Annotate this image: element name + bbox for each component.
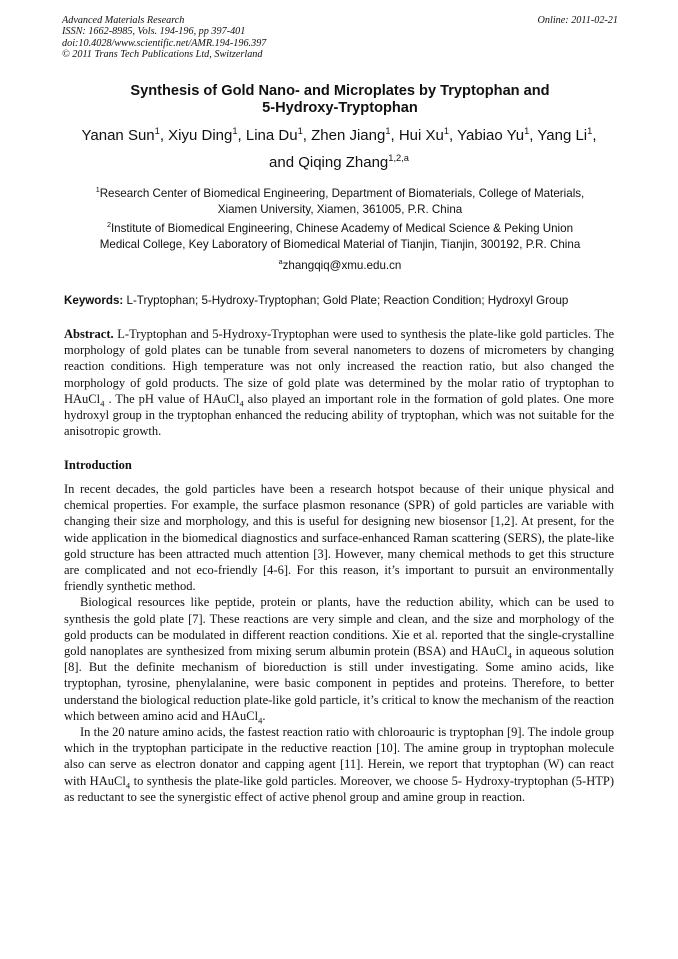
author-8: and Qiqing Zhang$^{1,2,a}$ [269, 153, 409, 171]
corresponding-email: $^a$zhangqiq@xmu.edu.cn [278, 257, 402, 272]
intro-paragraph-1: In recent decades, the gold particles have been a research hotspot because of their unique physical and chemical properties. For example, the surface plasmon resonance (SPR) of gold particles are variable with changing their size and morphology, and this is useful for designing new biosensor [1,2]. At present, for the wide application in the biomedical diagnostics and surface-enhanced Raman scattering (SERS), the plate-like gold structure has been attracted much attention [3]. However, many chemical methods to get this structure are complicated and not eco-friendly [4-6]. For this reason, it’s important to pursuit an environmentally friendly synthetic method. [64, 482, 614, 594]
author-7: Yang Li$^1$, [537, 126, 597, 144]
author-2: Xiyu Ding$^1$, [168, 126, 246, 144]
affiliation-2: $^2$Institute of Biomedical Engineering, Chinese Academy of Medical Science & Peking Union Medical College, Key Laboratory of Biomedical Material of Tianjin, Tianjin, 300192, P.R. China [99, 220, 581, 251]
keywords-text: L-Tryptophan; 5-Hydroxy-Tryptophan; Gold Plate; Reaction Condition; Hydroxyl Group [123, 294, 569, 307]
author-1: Yanan Sun$^1$, [81, 126, 169, 144]
author-4: Zhen Jiang$^1$, [311, 126, 399, 144]
affiliation-1: $^1$Research Center of Biomedical Engineering, Department of Biomaterials, College of Materials, Xiamen University, Xiamen, 361005, P.R. China [95, 185, 585, 216]
journal-name: Advanced Materials Research [62, 15, 185, 26]
author-5: Hui Xu$^1$, [398, 126, 458, 144]
email-address[interactable]: zhangqiq@xmu.edu.cn [282, 259, 402, 272]
paper-title [62, 83, 618, 117]
section-heading-introduction: Introduction [64, 458, 132, 472]
abstract-label: Abstract. [64, 327, 114, 341]
author-3: Lina Du$^1$, [245, 126, 312, 144]
keywords-label: Keywords: [64, 294, 124, 307]
issn-line: ISSN: 1662-8985, Vols. 194-196, pp 397-401 [62, 26, 246, 38]
introduction-body [64, 481, 614, 805]
intro-paragraph-2: Biological resources like peptide, protein or plants, have the reduction ability, which can be used to synthesis the gold plate [7]. These reactions are very simple and clean, and the size and morphology of the gold products can be modulated in different reaction conditions. Xie et al. reported that the single-crystalline gold nanoplates are synthesized from mixing serum albumin protein (BSA) and HAuCl$_4$ in aqueous solution [8]. But the definite mechanism of bioreduction is still under investigating. Some amino acids, like tryptophan, tyrosine, phenylalanine, were basic component in peptides and proteins. Therefore, to better understand the biological reduction plate-like gold particle, it’s critical to know the mechanism of the reaction which between amino acid and HAuCl$_4$. [64, 595, 615, 726]
intro-paragraph-3: In the 20 nature amino acids, the fastest reaction ratio with chloroauric is tryptophan [9]. The indole group which in the tryptophan participate in the reductive reaction [10]. The amine group in tryptophan molecule also can serve as electron donator and capping agent [11]. Herein, we report that tryptophan (W) can react with HAuCl$_4$ to synthesis the plate-like gold particles. Moreover, we choose 5- Hydroxy-tryptophan (5-HTP) as reductant to see the synergistic effect of active phenol group and amine group in reaction. [64, 725, 614, 804]
author-list [58, 122, 620, 176]
online-date: Online: 2011-02-21 [537, 15, 618, 26]
keywords [64, 293, 620, 308]
title-line-1: Synthesis of Gold Nano- and Microplates by Tryptophan and [130, 83, 550, 99]
abstract: Abstract. L-Tryptophan and 5-Hydroxy-Tryptophan were used to synthesis the plate-like gold particles. The morphology of gold plates can be tunable from several nanometers to dozens of micrometers by changing reaction conditions. High temperature was not only increased the reaction ratio, but also changed the morphology of gold products. The size of gold plate was determined by the molar ratio of tryptophan to HAuCl$_4$ . The pH value of HAuCl$_4$ also played an important role in the formation of gold plates. One more hydroxyl group in the tryptophan enhanced the reducing ability of tryptophan, which was not suitable for the anisotropic growth. [64, 327, 614, 439]
copyright-line: © 2011 Trans Tech Publications Ltd, Switzerland [62, 49, 263, 61]
title-line-2: 5-Hydroxy-Tryptophan [262, 100, 418, 116]
author-6: Yabiao Yu$^1$, [457, 126, 538, 144]
journal-header [62, 15, 618, 61]
doi-line[interactable]: doi:10.4028/www.scientific.net/AMR.194-196.397 [62, 37, 267, 49]
